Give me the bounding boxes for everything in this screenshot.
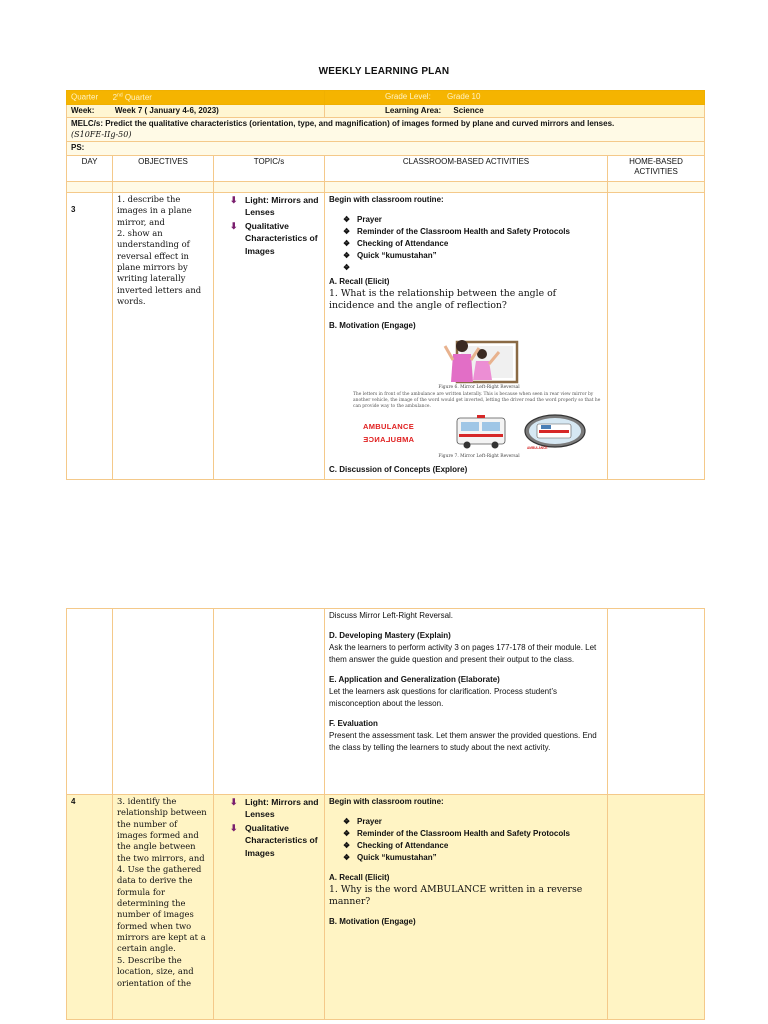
continued-activities bbox=[325, 609, 608, 795]
figure7-caption: Figure 7. Mirror Left-Right Reversal bbox=[438, 453, 520, 459]
diamond-bullet-icon: ❖ bbox=[343, 853, 351, 862]
figure6-caption: Figure 6. Mirror Left-Right Reversal bbox=[438, 384, 520, 390]
bullet-item: ❖ Reminder of the Classroom Health and Safety Protocols bbox=[343, 226, 570, 236]
recall-heading: A. Recall (Elicit) bbox=[329, 276, 390, 286]
header-day: DAY bbox=[67, 155, 113, 181]
recall-question: 1. What is the relationship between the angle of incidence and the angle of reflection? bbox=[329, 287, 557, 311]
application-text: Let the learners ask questions for clarification. Process student’s misconception about the lesson. bbox=[329, 687, 557, 708]
bullet-item: ❖ Prayer bbox=[343, 817, 382, 826]
diamond-bullet-icon: ❖ bbox=[343, 250, 351, 260]
bullet-item: ❖ Checking of Attendance bbox=[343, 841, 449, 850]
arrow-bullet-icon: ⬇ bbox=[230, 220, 238, 231]
arrow-bullet-icon: ⬇ bbox=[230, 822, 238, 833]
week-label: Week: bbox=[71, 106, 95, 116]
objective-item: 2. show an understanding of reversal effect in plane mirrors by writing laterally inverted letters and words. bbox=[117, 227, 202, 306]
diamond-bullet-icon: ❖ bbox=[343, 238, 351, 248]
area-label: Learning Area: bbox=[385, 106, 442, 116]
routine-heading: Begin with classroom routine: bbox=[329, 797, 444, 806]
weekly-plan-table bbox=[66, 90, 705, 480]
day4-day: 4 bbox=[67, 795, 113, 1020]
routine-heading: Begin with classroom routine: bbox=[329, 194, 444, 204]
bullet-item bbox=[329, 262, 603, 274]
bullet-item: ❖ Quick “kumustahan” bbox=[343, 250, 437, 260]
diamond-bullet-icon: ❖ bbox=[343, 226, 351, 236]
application-heading: E. Application and Generalization (Elaborate) bbox=[329, 675, 500, 684]
day3-row bbox=[67, 192, 705, 479]
mastery-text: Ask the learners to perform activity 3 on pages 177-178 of their module. Let them answer the guide question and present their output to the class. bbox=[329, 643, 597, 664]
header-topics: TOPIC/s bbox=[214, 155, 325, 181]
melc-code: (S10FE-IIg-50) bbox=[71, 129, 132, 139]
ps-row bbox=[67, 142, 705, 155]
header-objectives: OBJECTIVES bbox=[113, 155, 214, 181]
arrow-bullet-icon: ⬇ bbox=[230, 194, 238, 205]
diamond-bullet-icon: ❖ bbox=[343, 817, 351, 826]
day4-topics bbox=[214, 795, 325, 1020]
ps-label: PS: bbox=[67, 142, 705, 155]
quarter-value: 2nd Quarter bbox=[112, 92, 152, 102]
day4-objectives bbox=[113, 795, 214, 1020]
mastery-heading: D. Developing Mastery (Explain) bbox=[329, 631, 451, 640]
recall-heading: A. Recall (Elicit) bbox=[329, 873, 390, 882]
weekly-plan-table-continued bbox=[66, 608, 705, 1020]
continued-row bbox=[67, 609, 705, 795]
discuss-text: Discuss Mirror Left-Right Reversal. bbox=[329, 611, 454, 620]
mirror-figure bbox=[349, 334, 609, 462]
evaluation-text: Present the assessment task. Let them answer the provided questions. End the class by telling the learners to study about the next activity. bbox=[329, 731, 597, 752]
grade-label: Grade Level: bbox=[385, 92, 431, 101]
diamond-bullet-icon: ❖ bbox=[343, 841, 351, 850]
arrow-bullet-icon: ⬇ bbox=[230, 797, 238, 807]
bullet-item: ❖ Reminder of the Classroom Health and Safety Protocols bbox=[343, 829, 570, 838]
recall-question: 1. Why is the word AMBULANCE written in a reverse manner? bbox=[329, 884, 583, 908]
area-value: Science bbox=[453, 106, 484, 116]
melc-row bbox=[67, 118, 705, 142]
spacer-row bbox=[67, 181, 705, 192]
ambulance-reversed: AMBULANCE bbox=[363, 434, 415, 444]
header-classroom: CLASSROOM-BASED ACTIVITIES bbox=[325, 155, 608, 181]
day4-home bbox=[608, 795, 705, 1020]
van-label: AMBULANCE bbox=[527, 445, 548, 450]
ambulance-vehicles bbox=[455, 414, 595, 450]
objective-item: 1. describe the images in a plane mirror, and bbox=[117, 193, 192, 227]
bullet-item: ❖ Checking of Attendance bbox=[343, 238, 449, 248]
figure-description: The letters in front of the ambulance are written laterally. This is because when seen in rear view mirror by another vehicle, the image of the word would get inverted, letting the driver read the word properly so that he can provide way to the ambulance. bbox=[353, 391, 601, 409]
diamond-bullet-icon: ❖ bbox=[343, 262, 351, 272]
header-home: HOME-BASED ACTIVITIES bbox=[608, 155, 705, 181]
topic-item: ⬇ Light: Mirrors and Lenses bbox=[230, 194, 319, 218]
day3-topics bbox=[214, 192, 325, 479]
grade-value: Grade 10 bbox=[447, 92, 481, 101]
week-row bbox=[67, 105, 705, 118]
topic-item: ⬇ Qualitative Characteristics of Images bbox=[230, 822, 318, 858]
quarter-row bbox=[67, 91, 705, 105]
bullet-item: ❖ Quick “kumustahan” bbox=[343, 853, 437, 862]
header-row bbox=[67, 155, 705, 181]
objective-item: 4. Use the gathered data to derive the formula for determining the number of images formed when two mirrors are kept at a certain angle. bbox=[117, 864, 206, 954]
evaluation-heading: F. Evaluation bbox=[329, 719, 378, 728]
objective-item: 5. Describe the location, size, and orientation of the bbox=[117, 954, 194, 988]
day4-activities bbox=[325, 795, 608, 1020]
mirror-illustration bbox=[349, 334, 609, 384]
discussion-heading: C. Discussion of Concepts (Explore) bbox=[329, 464, 468, 474]
ambulance-word: AMBULANCE bbox=[363, 421, 415, 431]
motivation-heading: B. Motivation (Engage) bbox=[329, 320, 416, 330]
week-value: Week 7 ( January 4-6, 2023) bbox=[114, 106, 219, 116]
quarter-label: Quarter bbox=[71, 92, 99, 102]
diamond-bullet-icon: ❖ bbox=[343, 829, 351, 838]
bullet-item: ❖ Prayer bbox=[343, 214, 382, 224]
topic-item: ⬇ Light: Mirrors and Lenses bbox=[230, 797, 319, 820]
day3-day: 3 bbox=[67, 192, 113, 479]
day3-objectives bbox=[113, 192, 214, 479]
melc-text: MELC/s: Predict the qualitative characteristics (orientation, type, and magnification) of images formed by plane and curved mirrors and lenses. bbox=[71, 119, 615, 129]
diamond-bullet-icon: ❖ bbox=[343, 214, 351, 224]
day3-activities bbox=[325, 192, 608, 479]
topic-item: ⬇ Qualitative Characteristics of Images bbox=[230, 220, 318, 256]
motivation-heading: B. Motivation (Engage) bbox=[329, 917, 416, 927]
objective-item: 3. identify the relationship between the number of images formed and the angle between the two mirrors, and bbox=[117, 796, 207, 863]
page-title: WEEKLY LEARNING PLAN bbox=[318, 66, 450, 77]
day3-home bbox=[608, 192, 705, 479]
day4-row bbox=[67, 795, 705, 1020]
